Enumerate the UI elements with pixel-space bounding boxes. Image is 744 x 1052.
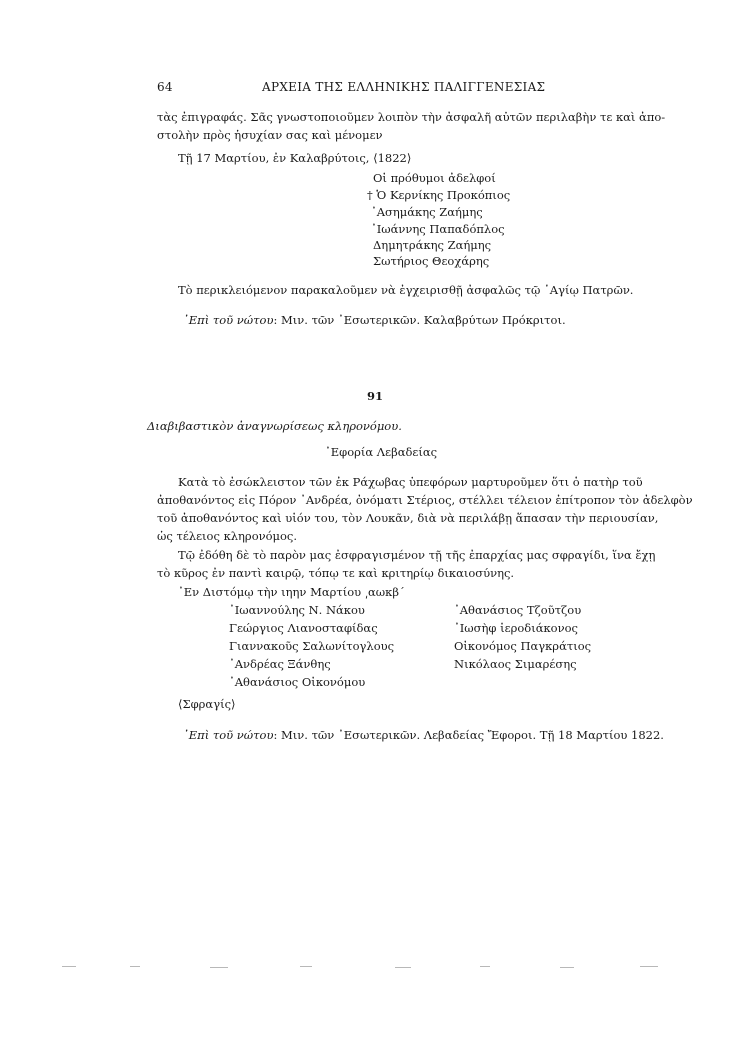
seal-note: ⟨Σφραγίς⟩	[178, 697, 236, 711]
signature-line: Οἰκονόμος Παγκράτιος	[454, 639, 592, 653]
signature-line: ᾿Ιωαννούλης Ν. Νάκου	[229, 603, 365, 617]
intro-line-2: στολὴν πρὸς ἡσυχίαν σας καὶ μένομεν	[157, 128, 383, 142]
signature-line: ᾿Ανδρέας Ξάνθης	[229, 657, 331, 671]
text-line: Κατὰ τὸ ἐσώκλειστον τῶν ἐκ Ράχωβας ὑπεφόρων μαρτυροῦμεν ὅτι ὁ πατὴρ τοῦ	[178, 475, 643, 489]
signature-line: † Ὁ Κερνίκης Προκόπιος	[367, 188, 511, 202]
document-number: 91	[367, 389, 384, 403]
enclosure-note: Τὸ περικλειόμενον παρακαλοῦμεν νὰ ἐγχειρισθῇ ἀσφαλῶς τῷ ῾Αγίῳ Πατρῶν.	[178, 283, 634, 297]
text-line: τὸ κῦρος ἐν παντὶ καιρῷ, τόπῳ τε καὶ κριτηρίῳ δικαιοσύνης.	[157, 566, 515, 580]
verso-label: ᾿Επὶ τοῦ νώτου	[183, 728, 274, 742]
signature-line: ᾿Ιωάννης Παπαδόπλος	[371, 222, 505, 236]
signature-line: Γεώργιος Λιανοσταφίδας	[229, 621, 378, 635]
signature-line: Σωτήριος Θεοχάρης	[373, 254, 490, 268]
running-title: ΑΡΧΕΙΑ ΤΗΣ ΕΛΛΗΝΙΚΗΣ ΠΑΛΙΓΓΕΝΕΣΙΑΣ	[262, 80, 546, 94]
signature-line: ᾿Ιωσὴφ ἱεροδιάκονος	[454, 621, 578, 635]
text-line: τοῦ ἀποθανόντος καὶ υἱόν του, τὸν Λουκᾶν, διὰ νὰ περιλάβῃ ἅπασαν τὴν περιουσίαν,	[157, 511, 659, 525]
verso-label: ᾿Επὶ τοῦ νώτου	[183, 313, 274, 327]
text-line: ὡς τέλειος κληρονόμος.	[157, 529, 298, 543]
document-subject: Διαβιβαστικὸν ἀναγνωρίσεως κληρονόμου.	[147, 419, 402, 433]
page-number: 64	[157, 80, 173, 94]
verso-text: : Μιν. τῶν ᾿Εσωτερικῶν. Καλαβρύτων Πρόκριτοι.	[273, 313, 566, 327]
signature-line: Νικόλαος Σιμαρέσης	[454, 657, 577, 671]
text-line: ἀποθανόντος εἰς Πόρον ᾿Ανδρέα, ὀνόματι Στέριος, στέλλει τέλειον ἐπίτροπον τὸν ἀδελφὸν	[157, 493, 693, 507]
signature-line: Δημητράκης Ζαήμης	[373, 238, 492, 252]
doc91-verso-line	[183, 727, 664, 743]
issuing-authority: ᾿Εφορία Λεβαδείας	[325, 445, 438, 459]
signature-line: ᾿Αθανάσιος Τζοῦτζου	[454, 603, 582, 617]
signature-line: Οἱ πρόθυμοι ἀδελφοί	[373, 171, 496, 185]
doc91-date-line: ᾿Εν Διστόμῳ τὴν ιηην Μαρτίου ͵αωκβ΄	[178, 585, 405, 599]
text-line: Τῷ ἐδόθη δὲ τὸ παρὸν μας ἐσφραγισμένον τῇ τῆς ἐπαρχίας μας σφραγίδι, ἵνα ἔχῃ	[178, 548, 656, 562]
intro-line-1: τὰς ἐπιγραφάς. Σᾶς γνωστοποιοῦμεν λοιπὸν τὴν ἀσφαλῆ αὐτῶν περιλαβὴν τε καὶ ἀπο-	[157, 110, 666, 124]
doc90-date-line: Τῇ 17 Μαρτίου, ἐν Καλαβρύτοις, ⟨1822⟩	[178, 151, 412, 165]
doc90-verso-line	[183, 312, 566, 328]
signature-line: ᾿Αθανάσιος Οἰκονόμου	[229, 675, 366, 689]
verso-text: : Μιν. τῶν ᾿Εσωτερικῶν. Λεβαδείας Ἔφοροι. Τῇ 18 Μαρτίου 1822.	[273, 728, 664, 742]
signature-line: ᾿Ασημάκης Ζαήμης	[371, 205, 483, 219]
signature-line: Γιαννακοῦς Σαλωνίτογλους	[229, 639, 395, 653]
